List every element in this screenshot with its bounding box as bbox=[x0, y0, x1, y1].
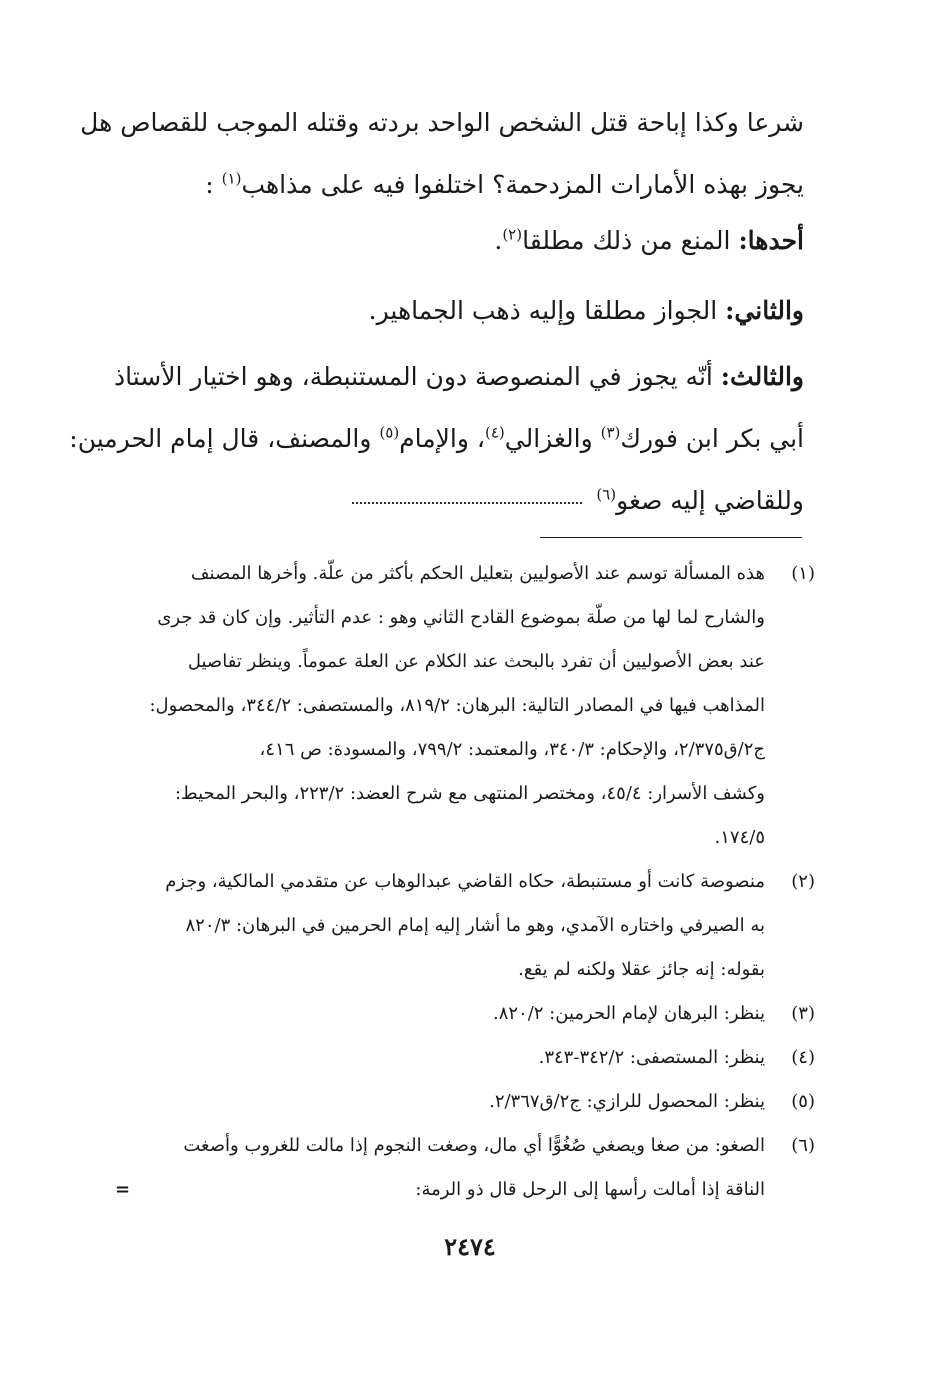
footnote-1 bbox=[115, 552, 815, 860]
footnote-line: الناقة إذا أمالت رأسها إلى الرحل قال ذو الرمة: bbox=[415, 1179, 765, 1200]
footnote-line: هذه المسألة توسم عند الأصوليين بتعليل الحكم بأكثر من علّة. وأخرها المصنف bbox=[190, 563, 765, 584]
footnote-ref[interactable]: (٥) bbox=[379, 423, 400, 442]
footnote-separator bbox=[540, 537, 802, 538]
text-line: والثاني: الجواز مطلقا وإليه ذهب الجماهير. bbox=[368, 296, 804, 325]
text-line: والثالث: أنّه يجوز في المنصوصة دون المستنبطة، وهو اختيار الأستاذ bbox=[114, 362, 804, 391]
footnote-4 bbox=[115, 1036, 815, 1080]
option-lead: والثاني: bbox=[725, 296, 804, 325]
footnote-number: (٣) bbox=[791, 1003, 815, 1024]
footnote-line: ينظر: المستصفى: ٣٤٢/٢-٣٤٣. bbox=[538, 1047, 765, 1068]
option-lead: والثالث: bbox=[720, 362, 804, 391]
page-number: ٢٤٧٤ bbox=[444, 1232, 496, 1261]
footnote-number: (٥) bbox=[791, 1091, 815, 1112]
text-line: يجوز بهذه الأمارات المزدحمة؟ اختلفوا فيه على مذاهب$^{(١)}$ : bbox=[205, 169, 804, 199]
footnote-line: بقوله: إنه جائز عقلا ولكنه لم يقع. bbox=[518, 959, 765, 980]
option-three bbox=[69, 346, 804, 532]
option-lead: أحدها: bbox=[738, 226, 804, 255]
footnote-ref[interactable]: (٢) bbox=[502, 225, 523, 244]
footnote-line: ينظر: المحصول للرازي: ج٢/ق٢/٣٦٧. bbox=[489, 1091, 765, 1112]
option-two bbox=[124, 280, 804, 342]
main-text bbox=[80, 92, 804, 216]
footnote-line: الصغو: من صغا ويصغي صُغُوًّا أي مال، وصغت النجوم إذا مالت للغروب وأصغت bbox=[183, 1135, 765, 1156]
footnote-number: (٤) bbox=[791, 1047, 815, 1068]
footnote-line: ج٢/ق٢/٣٧٥، والإحكام: ٣٤٠/٣، والمعتمد: ٧٩٩/٢، والمسودة: ص ٤١٦، bbox=[259, 739, 765, 760]
footnote-line: ١٧٤/٥. bbox=[714, 827, 765, 848]
footnote-line: عند بعض الأصوليين أن تفرد بالبحث عند الكلام عن العلة عموماً. وينظر تفاصيل bbox=[187, 651, 765, 672]
footnote-ref[interactable]: (٣) bbox=[600, 423, 621, 442]
text-line: أبي بكر ابن فورك$^{(٣)}$ والغزالي$^{(٤)}$، والإمام$^{(٥)}$ والمصنف، قال إمام الحرمين: bbox=[69, 423, 804, 453]
footnotes bbox=[115, 552, 815, 1212]
footnote-line: والشارح لما لها من صلّة بموضوع القادح الثاني وهو : عدم التأثير. وإن كان قد جرى bbox=[157, 607, 765, 628]
footnote-number: (١) bbox=[791, 563, 815, 584]
footnote-5 bbox=[115, 1080, 815, 1124]
continuation-mark: = bbox=[115, 1179, 131, 1200]
footnote-3 bbox=[115, 992, 815, 1036]
dotted-leader bbox=[352, 502, 582, 504]
footnote-number: (٦) bbox=[791, 1135, 815, 1156]
footnote-number: (٢) bbox=[791, 871, 815, 892]
footnote-ref[interactable]: (٤) bbox=[484, 423, 505, 442]
footnote-ref[interactable]: (٦) bbox=[596, 485, 617, 504]
footnote-6 bbox=[115, 1124, 815, 1212]
footnote-line: ينظر: البرهان لإمام الحرمين: ٨٢٠/٢. bbox=[492, 1003, 765, 1024]
footnote-line: به الصيرفي واختاره الآمدي، وهو ما أشار إليه إمام الحرمين في البرهان: ٨٢٠/٣ bbox=[185, 915, 765, 936]
option-one bbox=[124, 210, 804, 272]
text-line: أحدها: المنع من ذلك مطلقا$^{(٢)}$. bbox=[494, 225, 804, 255]
text-line: شرعا وكذا إباحة قتل الشخص الواحد بردته وقتله الموجب للقصاص هل bbox=[80, 108, 804, 137]
footnote-2 bbox=[115, 860, 815, 992]
text-line: وللقاضي إليه صغو$^{(٦)}$ bbox=[124, 470, 804, 532]
footnote-line: منصوصة كانت أو مستنبطة، حكاه القاضي عبدالوهاب عن متقدمي المالكية، وجزم bbox=[165, 871, 765, 892]
footnote-line: المذاهب فيها في المصادر التالية: البرهان: ٨١٩/٢، والمستصفى: ٣٤٤/٢، والمحصول: bbox=[149, 695, 765, 716]
footnote-line: وكشف الأسرار: ٤٥/٤، ومختصر المنتهى مع شرح العضد: ٢٢٣/٢، والبحر المحيط: bbox=[174, 783, 765, 804]
footnote-ref[interactable]: (١) bbox=[221, 169, 242, 188]
